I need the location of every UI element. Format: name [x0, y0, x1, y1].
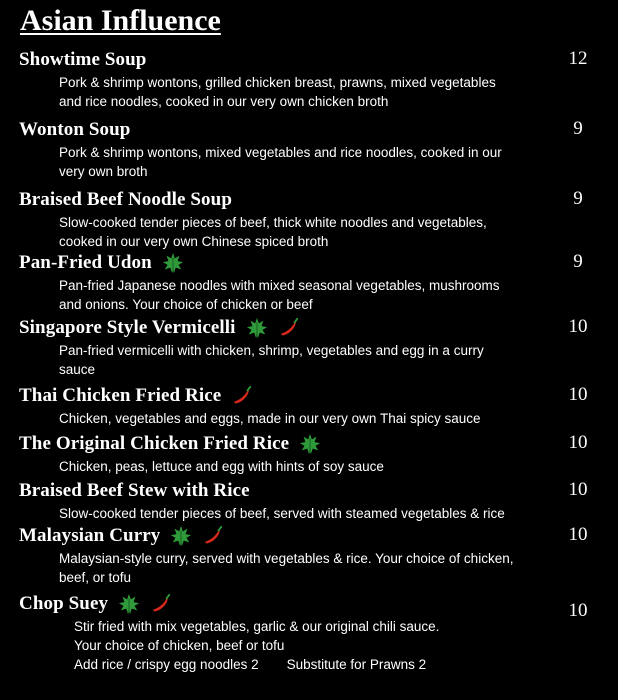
item-name: Malaysian Curry	[19, 525, 161, 546]
item-price: 10	[568, 384, 588, 405]
item-description: Chicken, vegetables and eggs, made in our very own Thai spicy sauce	[59, 411, 481, 426]
vegetarian-leaf-icon	[170, 525, 192, 547]
item-price: 9	[573, 118, 583, 139]
menu-item	[19, 524, 618, 587]
item-description: Malaysian-style curry, served with vegetables & rice. Your choice of chicken, beef, or tofu	[59, 551, 514, 585]
menu-title: Asian Influence	[20, 4, 221, 37]
menu-item	[19, 316, 618, 379]
spicy-chili-icon	[278, 317, 300, 339]
item-description: Pan-fried Japanese noodles with mixed seasonal vegetables, mushrooms and onions. Your choice of chicken or beef	[59, 278, 500, 312]
addon-prawns: Substitute for Prawns 2	[286, 657, 427, 672]
menu-item	[19, 479, 618, 523]
vegetarian-leaf-icon	[246, 317, 268, 339]
item-description: Pork & shrimp wontons, grilled chicken breast, prawns, mixed vegetables and rice noodles, cooked in our very own chicken broth	[59, 75, 496, 109]
item-description: Chicken, peas, lettuce and egg with hints of soy sauce	[59, 459, 384, 474]
item-name: Pan-Fried Udon	[19, 252, 152, 273]
item-description: Pork & shrimp wontons, mixed vegetables and rice noodles, cooked in our very own broth	[59, 145, 502, 179]
menu-item	[19, 118, 618, 181]
spicy-chili-icon	[150, 593, 172, 615]
item-name: Braised Beef Noodle Soup	[19, 189, 232, 210]
item-name: Wonton Soup	[19, 119, 131, 140]
menu-item	[19, 592, 618, 674]
item-name: Singapore Style Vermicelli	[19, 317, 236, 338]
vegetarian-leaf-icon	[118, 593, 140, 615]
item-price: 10	[568, 600, 588, 621]
spicy-chili-icon	[202, 525, 224, 547]
spicy-chili-icon	[231, 385, 253, 407]
menu-item	[19, 384, 618, 428]
menu-item	[19, 188, 618, 251]
item-name: Braised Beef Stew with Rice	[19, 480, 250, 501]
item-name: Showtime Soup	[19, 49, 147, 70]
item-description: Slow-cooked tender pieces of beef, served with steamed vegetables & rice	[59, 506, 505, 521]
item-description: Pan-fried vermicelli with chicken, shrimp, vegetables and egg in a curry sauce	[59, 343, 484, 377]
item-description: Stir fried with mix vegetables, garlic & our original chili sauce. Your choice of chicken, beef or tofu Add rice / crispy egg noodles 2 Substitute for Prawns 2	[74, 617, 564, 674]
item-name: Thai Chicken Fried Rice	[19, 385, 222, 406]
item-name: Chop Suey	[19, 593, 109, 614]
item-price: 10	[568, 524, 588, 545]
item-price: 9	[573, 251, 583, 272]
addon-rice-noodles: Add rice / crispy egg noodles 2	[74, 657, 259, 672]
item-price: 9	[573, 188, 583, 209]
item-price: 12	[568, 48, 588, 69]
vegetarian-leaf-icon	[299, 433, 321, 455]
item-price: 10	[568, 316, 588, 337]
menu-item	[19, 432, 618, 476]
vegetarian-leaf-icon	[162, 252, 184, 274]
item-price: 10	[568, 479, 588, 500]
item-name: The Original Chicken Fried Rice	[19, 433, 290, 454]
item-description: Slow-cooked tender pieces of beef, thick white noodles and vegetables, cooked in our very own Chinese spiced broth	[59, 215, 487, 249]
item-price: 10	[568, 432, 588, 453]
menu-item	[19, 48, 618, 111]
menu-item	[19, 251, 618, 314]
addons-line	[74, 655, 564, 674]
